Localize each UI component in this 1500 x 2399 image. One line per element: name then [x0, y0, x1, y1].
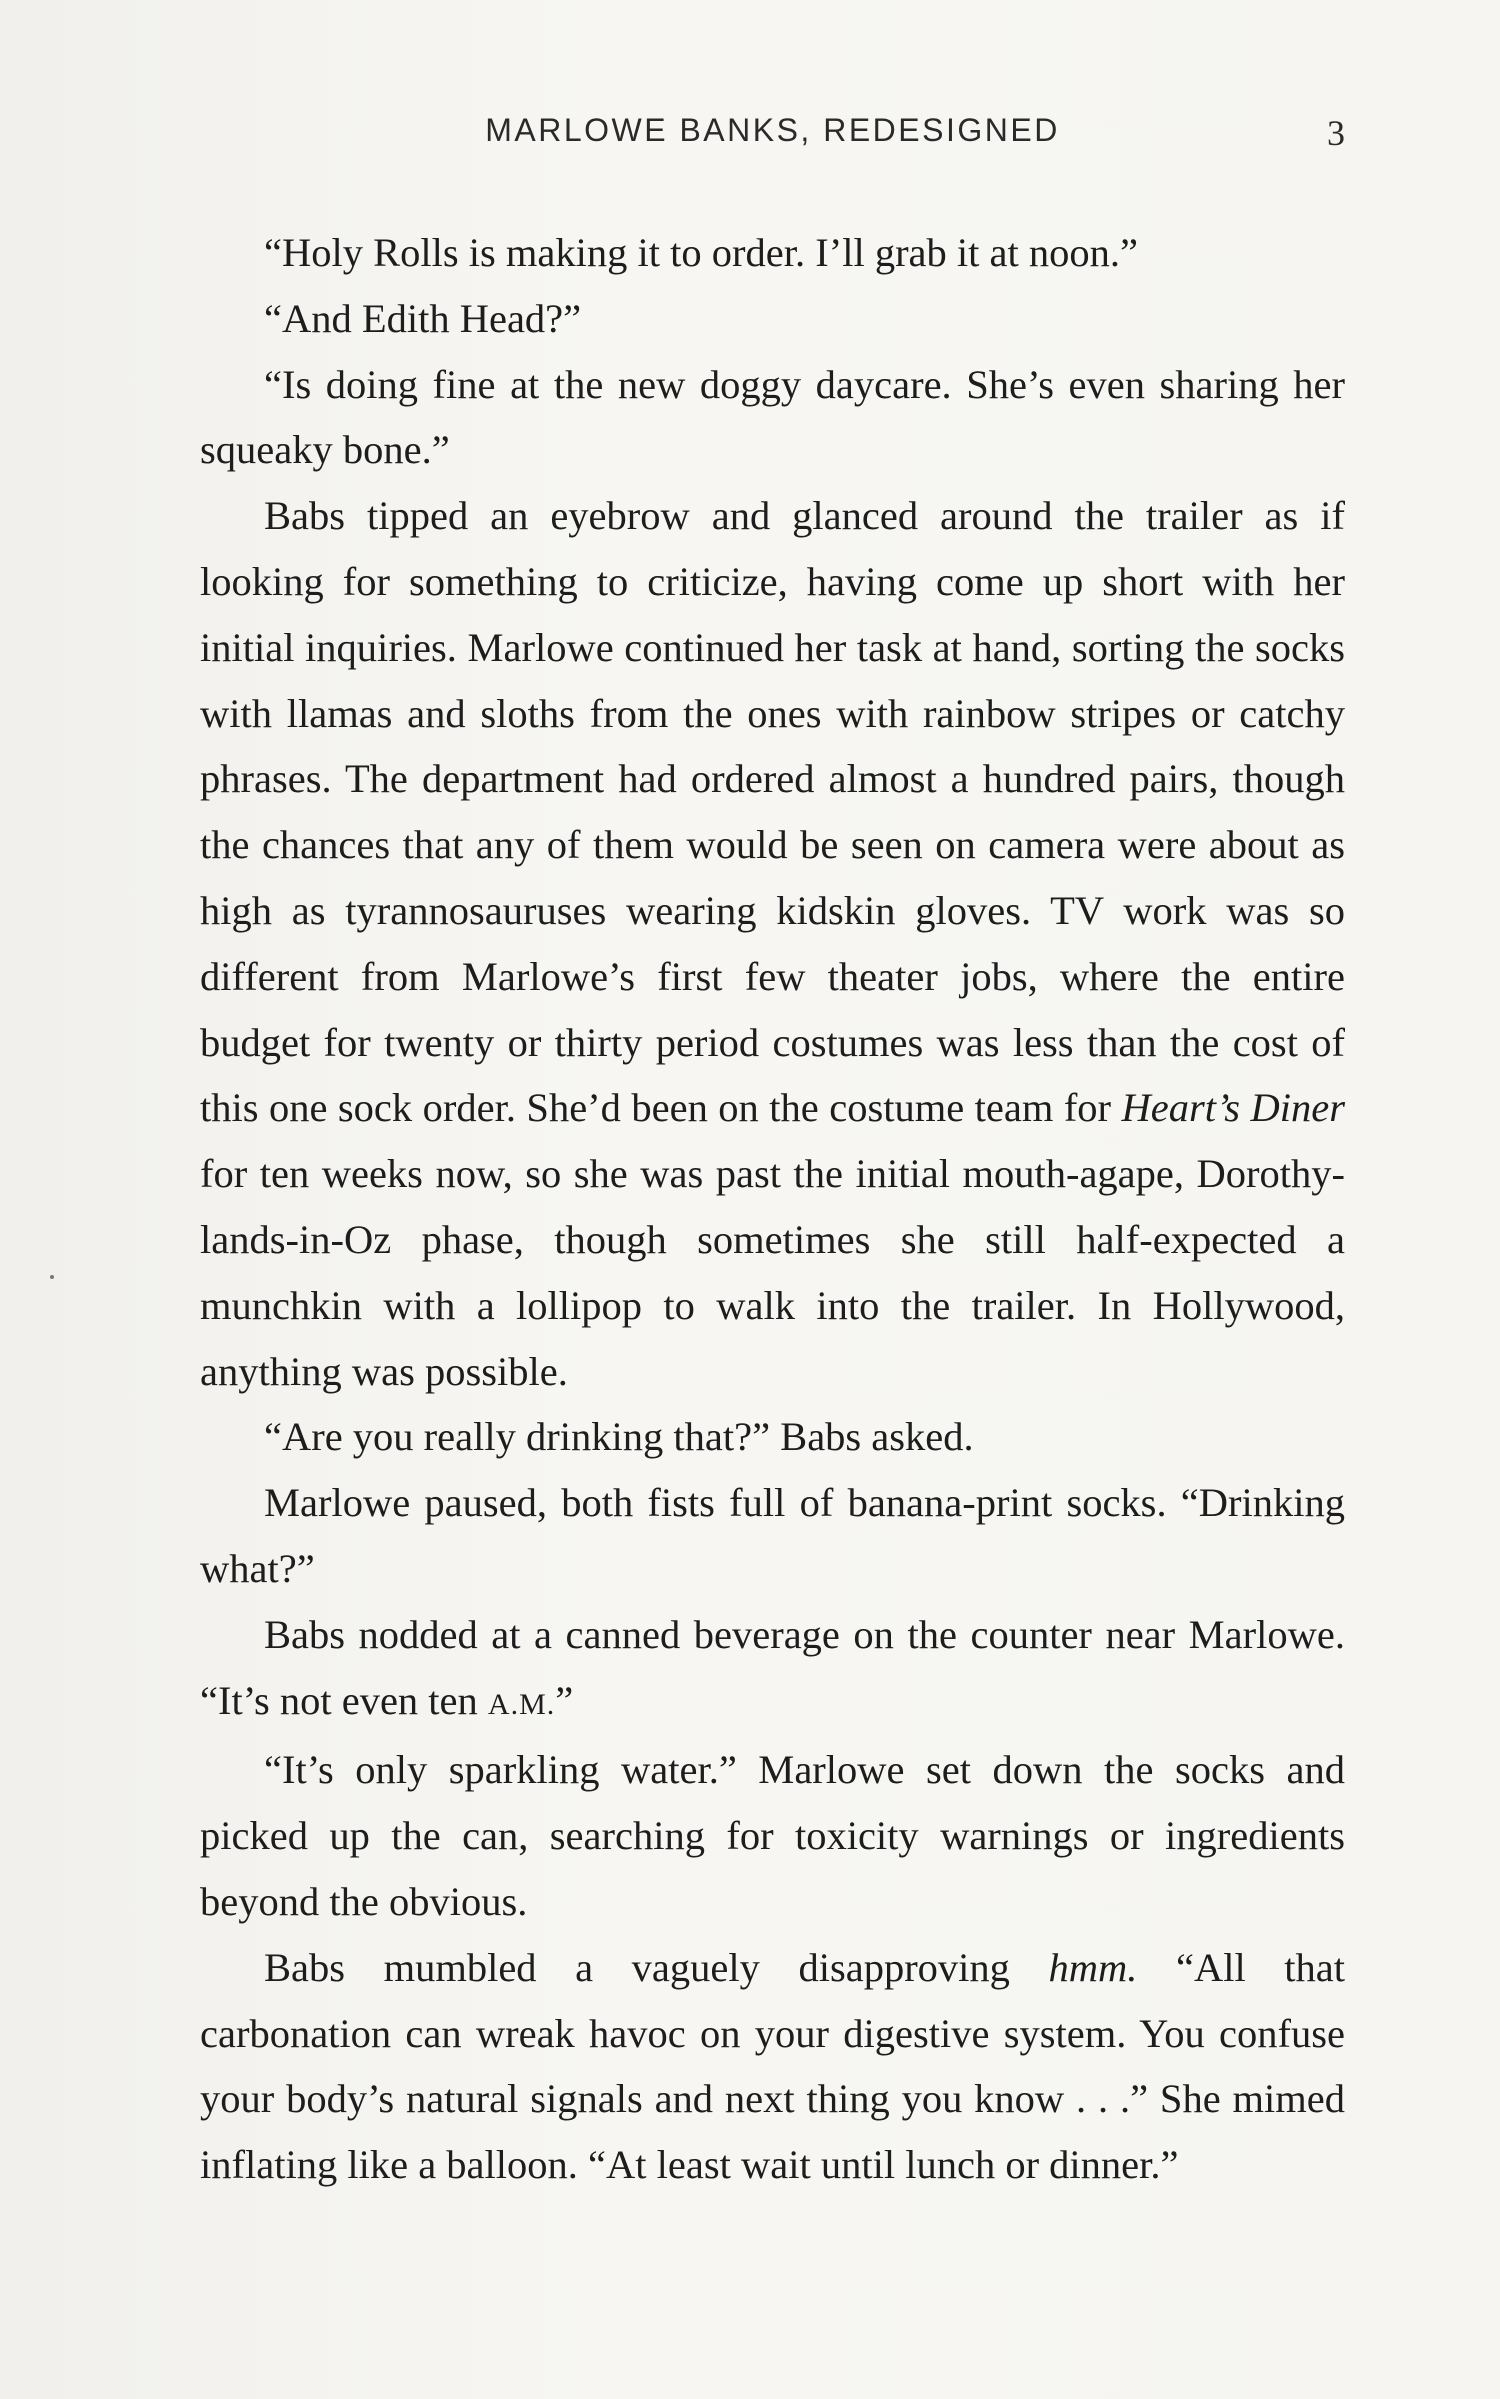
hmm-emphasis: hmm.	[1048, 1944, 1138, 1990]
paragraph-6-text: Marlowe paused, both fists full of banana-print socks. “Drinking what?”	[200, 1480, 1345, 1591]
paragraph-3	[200, 352, 1345, 484]
paragraph-7-text: Babs nodded at a canned beverage on the counter near Marlowe. “It’s not even ten	[200, 1611, 1345, 1723]
paragraph-9-text: Babs mumbled a vaguely disapproving	[264, 1944, 1010, 1990]
paragraph-4	[200, 483, 1345, 1404]
running-head	[200, 112, 1345, 162]
paragraph-1	[200, 220, 1345, 286]
paragraph-5-text: “Are you really drinking that?” Babs asked.	[264, 1414, 974, 1460]
paragraph-2-text: “And Edith Head?”	[264, 295, 582, 341]
time-abbreviation: A.M.	[487, 1687, 556, 1721]
paragraph-1-text: “Holy Rolls is making it to order. I’ll grab it at noon.”	[264, 230, 1138, 275]
paragraph-2	[200, 286, 1345, 352]
paragraph-8	[200, 1737, 1345, 1934]
paragraph-6	[200, 1470, 1345, 1602]
page-number: 3	[1327, 113, 1345, 153]
scan-speck	[50, 1275, 54, 1279]
paragraph-3-text: “Is doing fine at the new doggy daycare. She’s even sharing her squeaky bone.”	[200, 361, 1345, 473]
paragraph-9	[200, 1935, 1345, 2198]
paragraph-8-text: “It’s only sparkling water.” Marlowe set down the socks and picked up the can, searching for toxicity warnings or ingredients beyond the obvious.	[200, 1747, 1345, 1924]
paragraph-4-text-after: for ten weeks now, so she was past the initial mouth-agape, Dorothy-lands-in-Oz phase, though sometimes she still half-expected a munchkin with a lollipop to walk into the trailer. In Hollywood, anything was possible.	[200, 1151, 1345, 1394]
body-text	[200, 220, 1345, 2198]
paragraph-9-text-after: “All that carbonation can wreak havoc on your digestive system. You confuse your body’s natural signals and next thing you know . . .” She mimed inflating like a balloon. “At least wait until lunch or dinner.”	[200, 1944, 1346, 2188]
running-title: MARLOWE BANKS, REDESIGNED	[485, 112, 1060, 148]
paragraph-5	[200, 1404, 1345, 1470]
show-title: Heart’s Diner	[1121, 1085, 1345, 1131]
paragraph-4-text: Babs tipped an eyebrow and glanced around the trailer as if looking for something to criticize, having come up short with her initial inquiries. Marlowe continued her task at hand, sorting the socks with llamas and sloths from the ones with rainbow stripes or catchy phrases. The department had ordered almost a hundred pairs, though the chances that any of them would be seen on camera were about as high as tyrannosauruses wearing kidskin gloves. TV work was so different from Marlowe’s first few theater jobs, where the entire budget for twenty or thirty period costumes was less than the cost of this one sock order. She’d been on the costume team for	[200, 493, 1345, 1131]
paragraph-7-text-after: ”	[555, 1677, 574, 1723]
paragraph-7	[200, 1602, 1345, 1738]
